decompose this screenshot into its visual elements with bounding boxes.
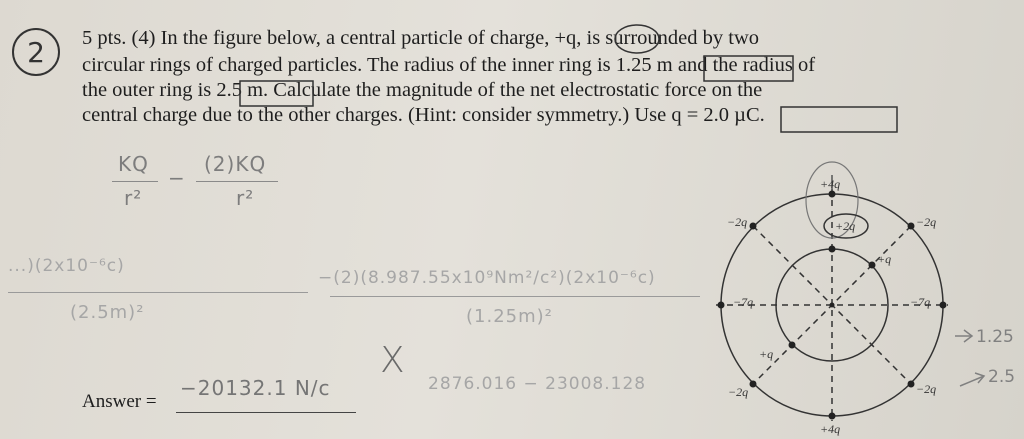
work-numerator-2: (2)KQ — [204, 152, 267, 176]
answer-label: Answer = — [82, 391, 157, 412]
label-left-outer: −7q — [733, 295, 754, 309]
work-minus-1: − — [168, 166, 186, 190]
problem-line-4: central charge due to the other charges. (Hint: consider symmetry.) Use q = 2.0 µC. — [82, 104, 765, 126]
label-bottom-outer: +4q — [820, 422, 841, 436]
cross-mark: X — [380, 340, 406, 381]
problem-line-1: 5 pts. (4) In the figure below, a central particle of charge, +q, is surrounded by two — [82, 27, 760, 49]
label-ur-outer: −2q — [916, 215, 937, 229]
label-lr-outer: −2q — [916, 382, 937, 396]
work-line2-denominator-a: (2.5m)² — [70, 302, 145, 323]
work-denominator-1: r² — [124, 186, 143, 210]
scratch-calculation: 2876.016 − 23008.128 — [428, 374, 647, 394]
label-ll-outer: −2q — [728, 385, 749, 399]
work-numerator-1: KQ — [118, 152, 149, 176]
label-ul-outer: −2q — [727, 215, 748, 229]
answer-value: −20132.1 N/c — [180, 376, 331, 400]
work-line2-denominator-b: (1.25m)² — [466, 306, 553, 327]
label-top-inner: +2q — [835, 219, 856, 233]
side-note-r2: 2.5 — [988, 367, 1016, 387]
problem-line-2: circular rings of charged particles. The radius of the inner ring is 1.25 m and the radius of — [82, 54, 816, 76]
problem-line-3: the outer ring is 2.5 m. Calculate the magnitude of the net electrostatic force on the — [82, 79, 763, 101]
label-ll-inner: +q — [759, 347, 774, 361]
work-denominator-2: r² — [236, 186, 255, 210]
work-line2-numerator-b: −(2)(8.987.55x10⁹Nm²/c²)(2x10⁻⁶c) — [318, 268, 656, 288]
problem-number: 2 — [27, 35, 45, 69]
work-line2-numerator-a: ...)(2x10⁻⁶c) — [8, 256, 125, 276]
side-note-r1: 1.25 — [976, 327, 1014, 347]
label-ur-inner: +q — [877, 252, 892, 266]
label-right-outer: −7q — [910, 295, 931, 309]
label-top-outer: +4q — [820, 177, 841, 191]
